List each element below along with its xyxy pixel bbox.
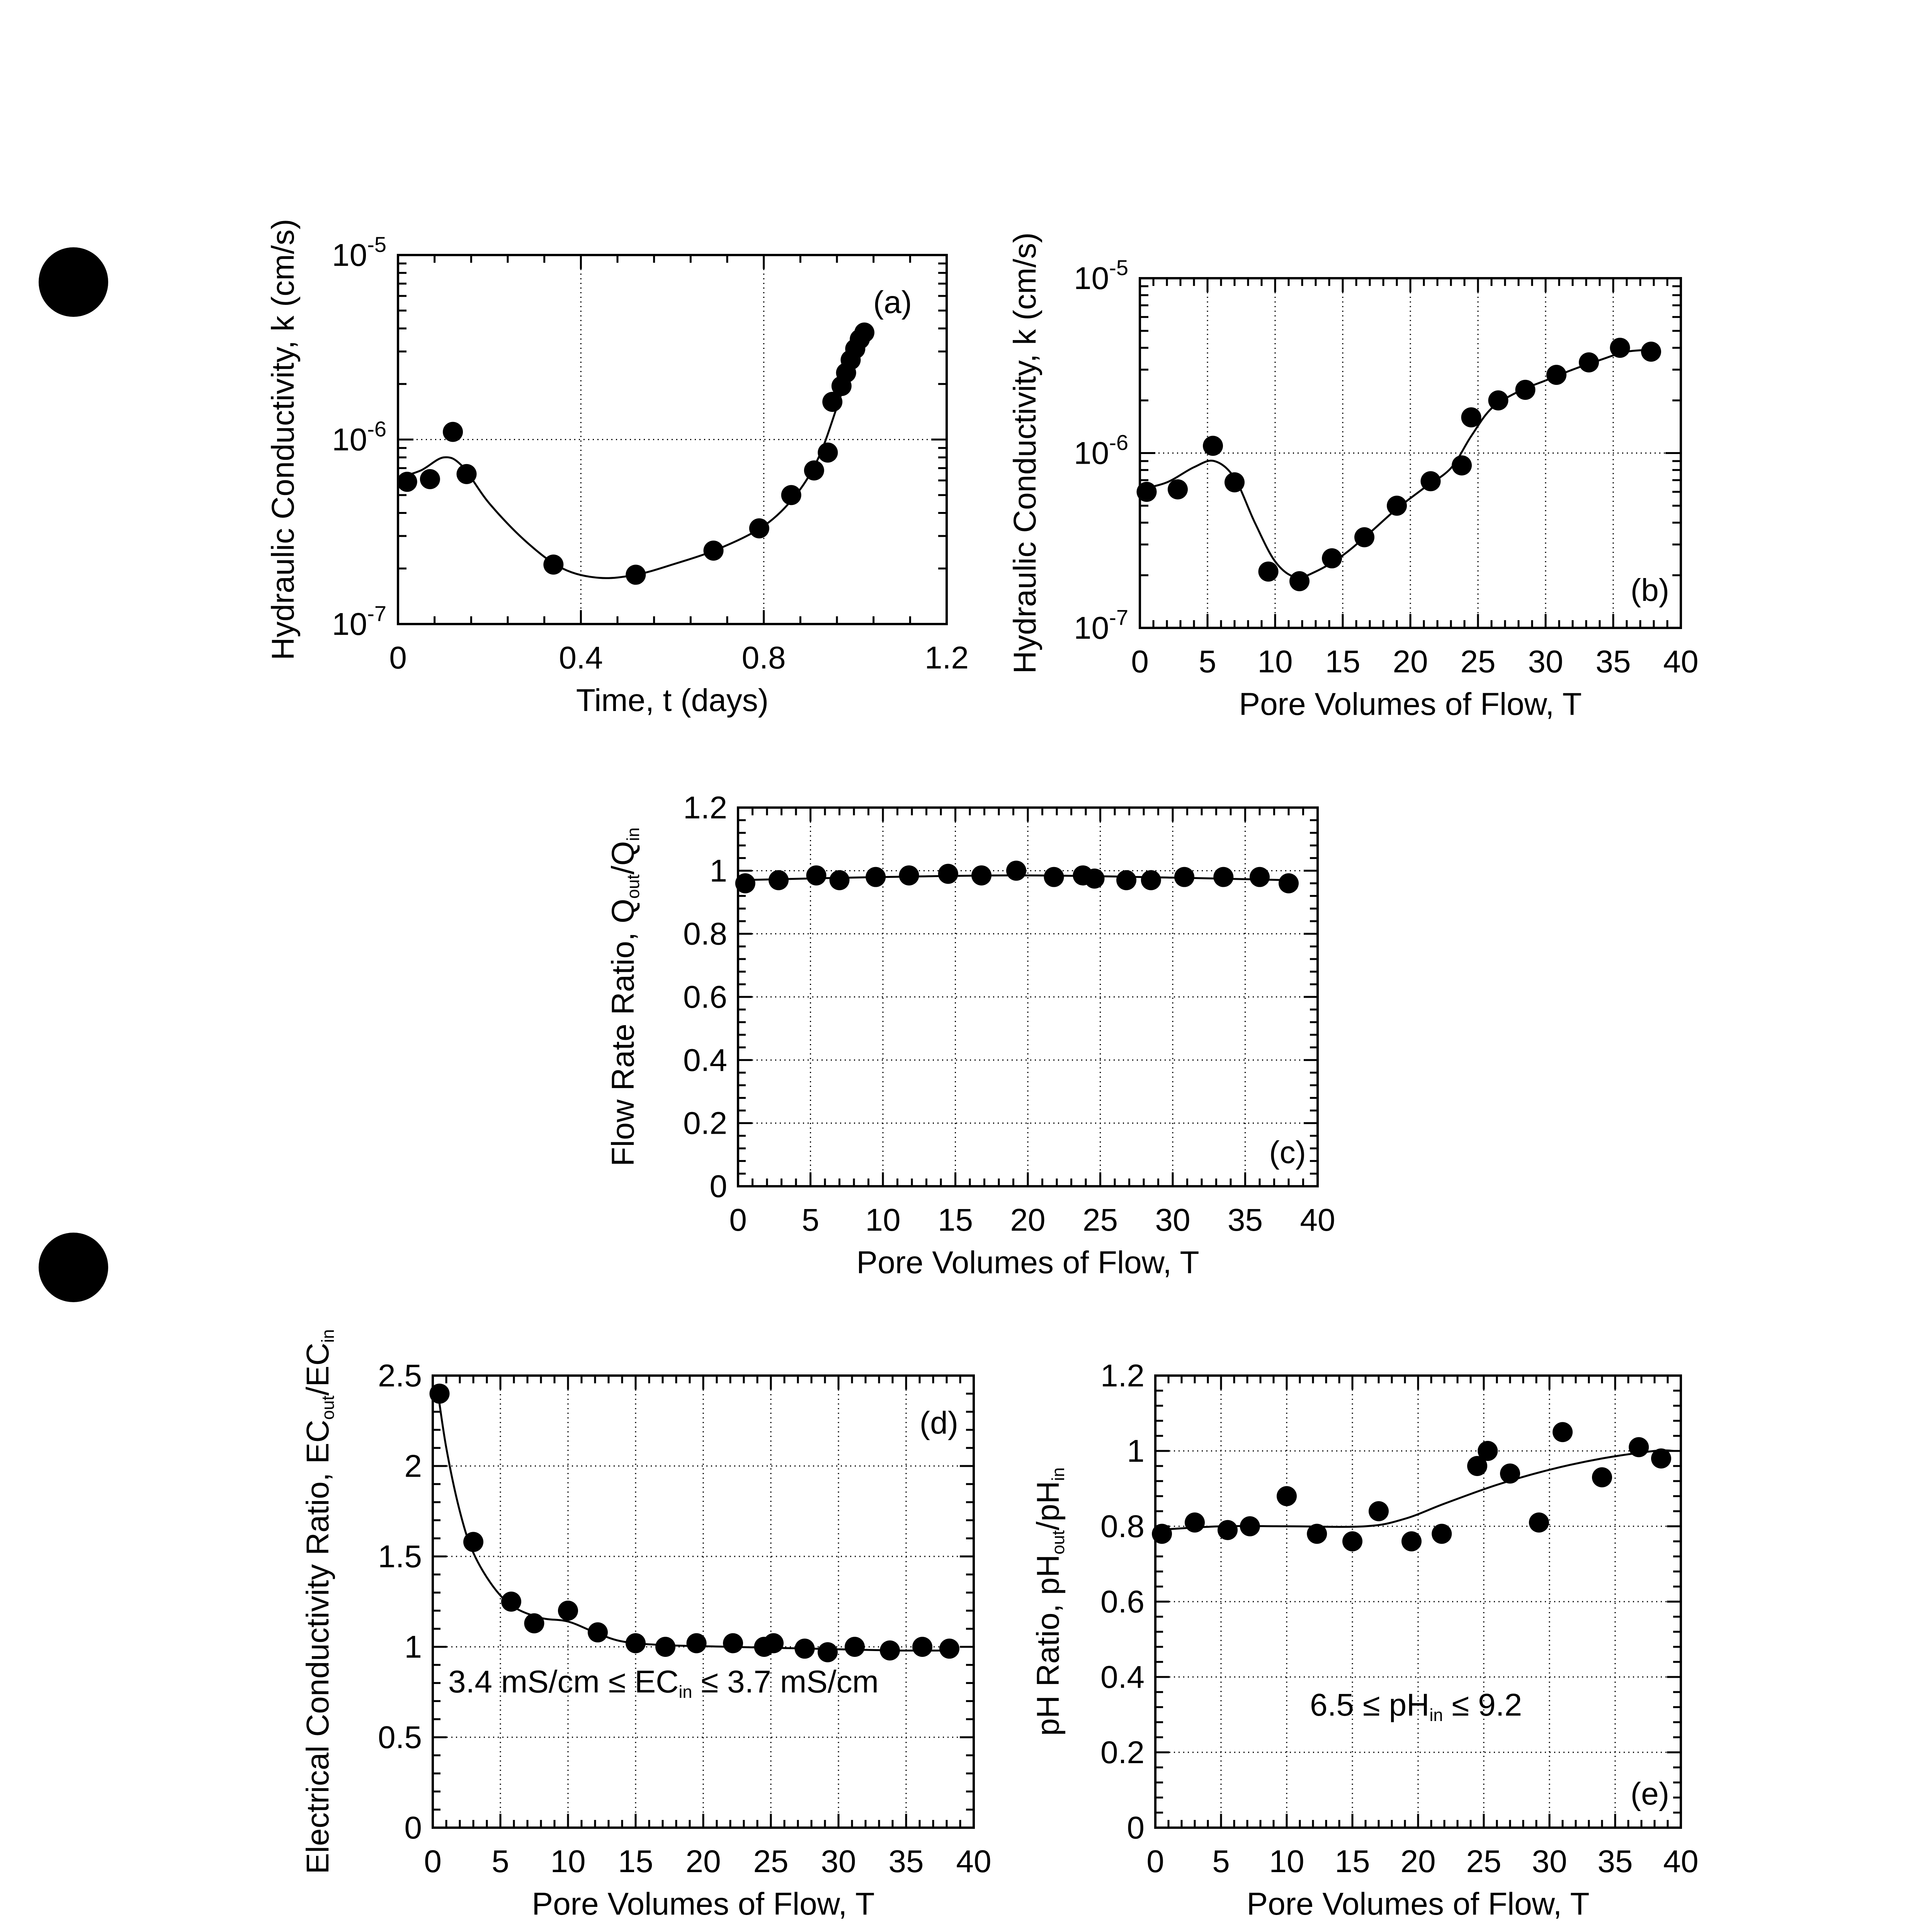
x-tick-label: 40 bbox=[1663, 1844, 1699, 1879]
y-tick-exponent: -5 bbox=[367, 232, 386, 257]
data-point bbox=[1546, 365, 1566, 385]
y-tick-base: 10 bbox=[332, 422, 367, 457]
fit-curve bbox=[1155, 1451, 1674, 1530]
x-tick-label: 0.4 bbox=[559, 640, 603, 675]
x-tick-label: 25 bbox=[1082, 1202, 1118, 1238]
x-tick-label: 40 bbox=[1663, 644, 1699, 679]
data-point bbox=[971, 866, 992, 886]
label-subscript: in bbox=[1048, 1467, 1068, 1481]
data-point bbox=[1629, 1437, 1649, 1457]
y-tick-label: 0 bbox=[404, 1810, 422, 1845]
y-tick-exponent: -7 bbox=[1109, 605, 1128, 629]
y-tick-label: 1 bbox=[404, 1629, 422, 1665]
y-tick-exponent: -6 bbox=[367, 417, 386, 441]
label-part: 3.4 mS/cm ≤ EC bbox=[448, 1664, 679, 1699]
data-point bbox=[806, 866, 827, 886]
data-point bbox=[1279, 873, 1299, 893]
x-tick-label: 15 bbox=[937, 1202, 973, 1238]
x-tick-label: 10 bbox=[1257, 644, 1293, 679]
y-tick-label bbox=[1074, 605, 1128, 646]
data-point bbox=[1174, 867, 1194, 887]
data-point bbox=[430, 1384, 450, 1404]
data-point bbox=[655, 1637, 675, 1657]
chart-panel-e bbox=[1031, 1358, 1699, 1922]
y-tick-label: 1 bbox=[1127, 1434, 1145, 1469]
label-subscript: out bbox=[623, 874, 643, 899]
chart-panel-a bbox=[265, 219, 969, 718]
data-point bbox=[899, 866, 919, 886]
fit-curve bbox=[398, 333, 864, 578]
panel-label: (a) bbox=[873, 285, 912, 320]
data-point bbox=[1579, 352, 1599, 372]
data-point bbox=[1116, 870, 1136, 890]
label-subscript: in bbox=[623, 827, 643, 841]
x-tick-label: 15 bbox=[1325, 644, 1361, 679]
label-part: Electrical Conductivity Ratio, EC bbox=[300, 1420, 335, 1874]
x-tick-label: 20 bbox=[1010, 1202, 1046, 1238]
label-part: /EC bbox=[300, 1342, 335, 1396]
data-point bbox=[1500, 1464, 1520, 1484]
x-tick-label: 5 bbox=[492, 1844, 509, 1879]
y-axis-label bbox=[300, 1329, 338, 1874]
label-part: 6.5 ≤ pH bbox=[1310, 1687, 1430, 1723]
data-point bbox=[420, 469, 440, 489]
x-tick-label: 0 bbox=[389, 640, 407, 675]
data-point bbox=[1250, 867, 1270, 887]
y-tick-label: 0 bbox=[709, 1169, 727, 1204]
data-point bbox=[501, 1592, 521, 1612]
data-point bbox=[854, 323, 874, 343]
x-tick-label: 30 bbox=[821, 1844, 856, 1879]
x-tick-label: 30 bbox=[1528, 644, 1563, 679]
x-tick-label: 10 bbox=[865, 1202, 901, 1238]
x-tick-label: 20 bbox=[1400, 1844, 1436, 1879]
chart-panel-d bbox=[300, 1329, 992, 1922]
data-point bbox=[1387, 496, 1407, 516]
x-tick-label: 35 bbox=[1227, 1202, 1263, 1238]
panel-label: (e) bbox=[1630, 1776, 1669, 1811]
data-point bbox=[764, 1633, 784, 1653]
data-point bbox=[626, 565, 646, 585]
label-subscript: in bbox=[318, 1329, 338, 1343]
y-tick-exponent: -7 bbox=[367, 601, 386, 626]
y-axis-label: Hydraulic Conductivity, k (cm/s) bbox=[265, 219, 301, 660]
data-point bbox=[1044, 867, 1064, 887]
data-point bbox=[781, 485, 801, 505]
panel-label: (b) bbox=[1630, 573, 1669, 608]
data-point bbox=[912, 1637, 932, 1657]
y-tick-label: 0.2 bbox=[1100, 1735, 1145, 1770]
data-point bbox=[1225, 472, 1245, 492]
y-tick-label: 2.5 bbox=[378, 1358, 422, 1393]
y-tick-exponent: -6 bbox=[1109, 430, 1128, 455]
data-point bbox=[723, 1633, 743, 1653]
data-point bbox=[704, 541, 724, 561]
y-tick-base: 10 bbox=[1073, 261, 1109, 296]
x-tick-label: 25 bbox=[1460, 644, 1496, 679]
data-point bbox=[1401, 1531, 1422, 1551]
y-tick-label: 0.5 bbox=[378, 1720, 422, 1755]
x-tick-label: 30 bbox=[1155, 1202, 1190, 1238]
y-tick-label: 0.2 bbox=[683, 1105, 727, 1141]
data-point bbox=[880, 1640, 900, 1660]
data-point bbox=[1307, 1524, 1327, 1544]
y-tick-label: 1.2 bbox=[1100, 1358, 1145, 1393]
y-tick-label: 0.6 bbox=[683, 980, 727, 1015]
data-point bbox=[939, 1639, 959, 1659]
x-tick-label: 5 bbox=[801, 1202, 820, 1238]
data-point bbox=[457, 464, 477, 484]
data-point bbox=[795, 1639, 815, 1659]
x-tick-label: 20 bbox=[1393, 644, 1428, 679]
y-tick-label: 0.8 bbox=[683, 916, 727, 952]
data-point bbox=[1529, 1512, 1549, 1532]
y-tick-exponent: -5 bbox=[1109, 255, 1128, 280]
data-point bbox=[558, 1600, 578, 1621]
data-point bbox=[1203, 436, 1223, 456]
panel-label: (d) bbox=[919, 1405, 958, 1440]
data-point bbox=[524, 1613, 544, 1633]
y-axis-label bbox=[605, 827, 643, 1166]
data-point bbox=[1289, 571, 1310, 591]
data-point bbox=[1651, 1449, 1671, 1469]
annotation bbox=[1310, 1687, 1522, 1725]
x-axis-label: Pore Volumes of Flow, T bbox=[1239, 687, 1582, 722]
y-tick-label: 0.4 bbox=[683, 1043, 727, 1078]
data-point bbox=[1553, 1422, 1573, 1442]
data-point bbox=[1461, 407, 1481, 427]
label-subscript: in bbox=[1429, 1705, 1443, 1725]
data-point bbox=[1185, 1512, 1205, 1532]
y-tick-base: 10 bbox=[1073, 611, 1109, 646]
data-point bbox=[1432, 1524, 1452, 1544]
x-tick-label: 5 bbox=[1199, 644, 1216, 679]
y-tick-label: 0.4 bbox=[1100, 1660, 1145, 1695]
label-subscript: in bbox=[679, 1682, 692, 1702]
data-point bbox=[1141, 870, 1161, 890]
y-tick-label: 0 bbox=[1127, 1810, 1145, 1845]
data-point bbox=[845, 1637, 865, 1657]
y-tick-label: 0.6 bbox=[1100, 1584, 1145, 1619]
x-tick-label: 15 bbox=[1335, 1844, 1370, 1879]
data-point bbox=[804, 460, 824, 480]
data-point bbox=[1342, 1531, 1362, 1551]
data-point bbox=[1488, 390, 1509, 410]
data-point bbox=[818, 1642, 838, 1662]
x-tick-label: 25 bbox=[1466, 1844, 1502, 1879]
x-axis-label: Time, t (days) bbox=[576, 683, 769, 718]
y-tick-base: 10 bbox=[332, 238, 367, 273]
data-point bbox=[1322, 548, 1342, 568]
y-tick-label: 2 bbox=[404, 1449, 422, 1484]
data-point bbox=[1354, 527, 1374, 547]
x-tick-label: 40 bbox=[1300, 1202, 1335, 1238]
x-tick-label: 15 bbox=[618, 1844, 653, 1879]
data-point bbox=[626, 1633, 646, 1653]
x-tick-label: 20 bbox=[685, 1844, 721, 1879]
x-tick-label: 35 bbox=[1597, 1844, 1633, 1879]
data-point bbox=[1641, 342, 1661, 362]
y-tick-label bbox=[332, 232, 386, 273]
label-part: ≤ 3.7 mS/cm bbox=[692, 1664, 879, 1699]
data-point bbox=[749, 518, 769, 538]
data-point bbox=[735, 873, 755, 893]
label-part: Flow Rate Ratio, Q bbox=[605, 898, 641, 1167]
data-point bbox=[543, 554, 563, 575]
data-point bbox=[1137, 482, 1157, 502]
data-point bbox=[1259, 561, 1279, 582]
x-axis-label: Pore Volumes of Flow, T bbox=[856, 1245, 1199, 1280]
x-tick-label: 0 bbox=[1131, 644, 1149, 679]
data-point bbox=[866, 867, 886, 887]
data-point bbox=[1421, 471, 1441, 491]
y-axis-label: Hydraulic Conductivity, k (cm/s) bbox=[1007, 232, 1043, 674]
label-part: /pH bbox=[1031, 1481, 1066, 1531]
x-tick-label: 25 bbox=[753, 1844, 789, 1879]
y-tick-label bbox=[332, 601, 386, 642]
data-point bbox=[769, 870, 789, 890]
data-point bbox=[938, 864, 958, 884]
data-point bbox=[830, 870, 850, 890]
y-tick-base: 10 bbox=[332, 607, 367, 642]
data-point bbox=[1218, 1520, 1238, 1540]
annotation bbox=[448, 1664, 879, 1702]
data-point bbox=[1515, 380, 1536, 400]
data-point bbox=[1006, 861, 1026, 881]
x-tick-label: 0 bbox=[729, 1202, 747, 1238]
label-subscript: out bbox=[318, 1395, 338, 1420]
chart-panel-c bbox=[605, 790, 1335, 1280]
data-point bbox=[1452, 455, 1472, 475]
x-tick-label: 0.8 bbox=[742, 640, 786, 675]
data-point bbox=[1168, 479, 1188, 499]
y-tick-label bbox=[332, 417, 386, 457]
label-part: pH Ratio, pH bbox=[1031, 1554, 1066, 1736]
data-point bbox=[1277, 1486, 1297, 1506]
fit-curve bbox=[1140, 350, 1654, 578]
x-axis-label: Pore Volumes of Flow, T bbox=[1247, 1886, 1590, 1922]
data-point bbox=[818, 442, 838, 463]
label-part: ≤ 9.2 bbox=[1443, 1687, 1522, 1723]
label-subscript: out bbox=[1048, 1530, 1068, 1554]
data-point bbox=[1610, 338, 1630, 358]
x-tick-label: 35 bbox=[888, 1844, 924, 1879]
data-point bbox=[1152, 1524, 1172, 1544]
data-point bbox=[463, 1532, 483, 1552]
label-part: /Q bbox=[605, 841, 641, 875]
data-point bbox=[687, 1633, 707, 1653]
x-tick-label: 10 bbox=[550, 1844, 586, 1879]
x-tick-label: 1.2 bbox=[925, 640, 969, 675]
y-tick-base: 10 bbox=[1073, 435, 1109, 471]
data-point bbox=[1240, 1516, 1260, 1536]
data-point bbox=[397, 472, 417, 492]
y-tick-label: 1.5 bbox=[378, 1539, 422, 1574]
y-tick-label: 1.2 bbox=[683, 790, 727, 825]
y-tick-label bbox=[1074, 255, 1128, 296]
x-tick-label: 40 bbox=[956, 1844, 992, 1879]
data-point bbox=[1213, 867, 1233, 887]
data-point bbox=[1085, 869, 1105, 889]
x-tick-label: 5 bbox=[1212, 1844, 1230, 1879]
x-tick-label: 0 bbox=[1146, 1844, 1164, 1879]
data-point bbox=[1478, 1441, 1498, 1461]
y-tick-label: 0.8 bbox=[1100, 1509, 1145, 1544]
data-point bbox=[588, 1622, 608, 1643]
x-tick-label: 30 bbox=[1532, 1844, 1567, 1879]
data-point bbox=[443, 422, 463, 442]
x-axis-label: Pore Volumes of Flow, T bbox=[532, 1886, 875, 1922]
x-tick-label: 10 bbox=[1269, 1844, 1304, 1879]
chart-panel-b bbox=[1007, 232, 1699, 722]
panel-label: (c) bbox=[1269, 1135, 1306, 1170]
x-tick-label: 35 bbox=[1595, 644, 1631, 679]
y-axis-label bbox=[1031, 1468, 1068, 1736]
x-tick-label: 0 bbox=[424, 1844, 442, 1879]
y-tick-label: 1 bbox=[709, 853, 727, 889]
y-tick-label bbox=[1074, 430, 1128, 471]
data-point bbox=[1369, 1501, 1389, 1521]
data-point bbox=[1592, 1467, 1612, 1487]
